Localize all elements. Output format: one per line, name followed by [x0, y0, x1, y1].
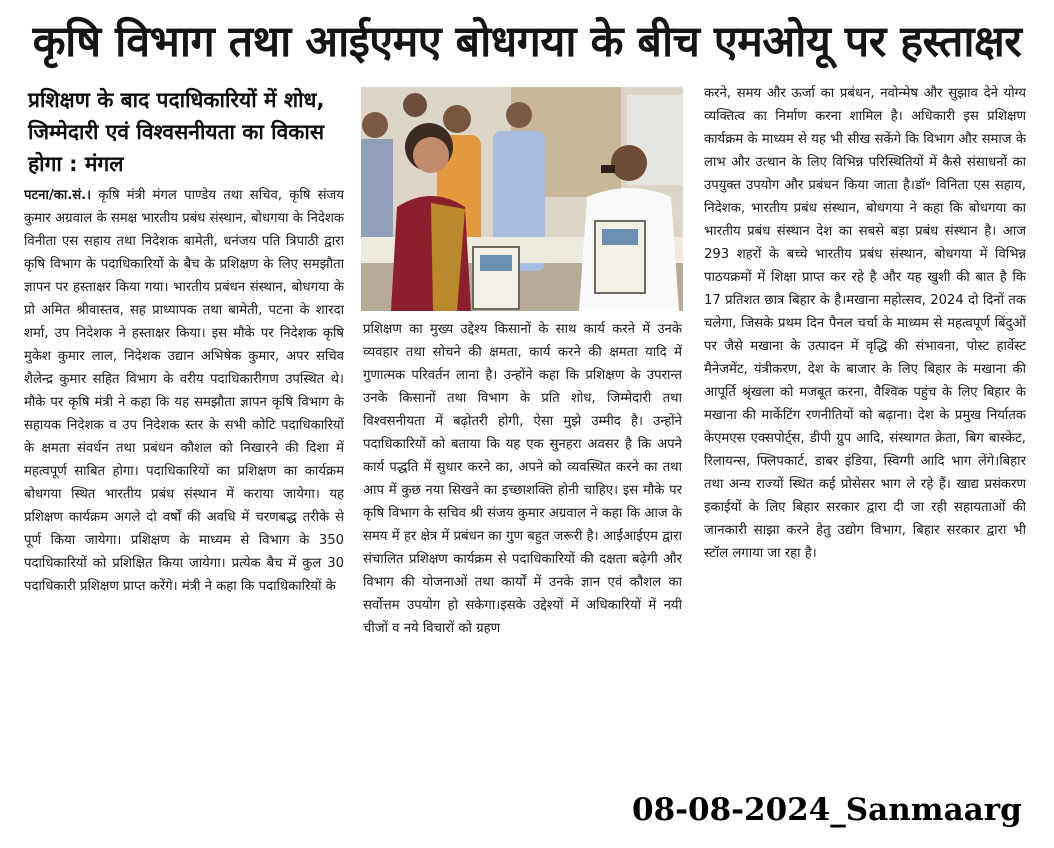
photo-illustration — [361, 87, 683, 311]
date-source-label: 08-08-2024_Sanmaarg — [632, 792, 1022, 828]
photo-man-head — [611, 145, 647, 181]
photo-woman-face — [413, 137, 449, 173]
article-column-2: प्रशिक्षण का मुख्य उद्देश्य किसानों के साथ कार्य करने में उनके व्यवहार तथा सोचने की क्षमता, कार्य करने की क्षमता यादि में गुणात्मक परिवर्तन लाना है। उन्होंने कहा कि प्रशिक्षण के उपरान्त उनके किसानों तथा विभाग के प्रति शोध, जिम्मेदारी तथा विश्वसनीयता में बढ़ोतरी होगी, ऐसा मुझे उम्मीद है। उन्होंने पदाधिकारियों को बताया कि यह एक सुनहरा अवसर है कि अपने कार्य पद्धति में सुधार करने का, अपने को व्यवस्थित करने का तथा आप में कुछ नया सिखने का इच्छाशक्ति होनी चाहिए। इस मौके पर कृषि विभाग के सचिव श्री संजय कुमार अग्रवाल ने कहा कि आज के समय में हर क्षेत्र में प्रबंधन का गुण बहुत जरूरी है। आईआईएम द्वारा संचालित प्रशिक्षण कार्यक्रम से पदाधिकारियों की दक्षता बढ़ेगी और विभाग की योजनाओं तथा कार्यों में उनके ज्ञान एवं कौशल का सर्वोत्तम उपयोग हो सकेगा।इसके उद्देश्यों में अधिकारियों में नयी चीजों व नये विचारों को ग्रहण — [363, 322, 682, 636]
article-column-1 — [24, 184, 344, 764]
photo-man-hair — [601, 165, 615, 173]
photo-person-back — [403, 93, 427, 117]
photo-certificate-right-seal — [602, 229, 638, 245]
photo-person-back-left — [362, 112, 388, 138]
photo-certificate-left-seal — [480, 255, 512, 271]
headline: कृषि विभाग तथा आईएमए बोधगया के बीच एमओयू पर हस्ताक्षर — [32, 17, 1022, 67]
photo-person-orange-head — [443, 105, 471, 133]
mou-signing-photo-icon — [361, 87, 683, 311]
subheadline: प्रशिक्षण के बाद पदाधिकारियों में शोध, जिम्मेदारी एवं विश्वसनीयता का विकास होगा : मंगल — [28, 88, 325, 176]
photo-person-blue-head — [506, 102, 532, 128]
column-1-body: कृषि मंत्री मंगल पाण्डेय तथा सचिव, कृषि संजय कुमार अग्रवाल के समक्ष भारतीय प्रबंध संस्थान, बोधगया के निदेशक विनीता एस सहाय तथा निदेशक बामेती, धनंजय पति त्रिपाठी द्वारा कृषि विभाग के पदाधिकारियों के बैच के प्रशिक्षण के लिए समझौता ज्ञापन पर हस्ताक्षर किया गया। भारतीय प्रबंधन संस्थान, बोधगया के प्रो अमित श्रीवास्तव, सह प्राध्यापक तथा बामेती, पटना के शारदा शर्मा, उप निदेशक ने हस्ताक्षर किया। इस मौके पर निदेशक कृषि मुकेश कुमार लाल, निदेशक उद्यान अभिषेक कुमार, अपर सचिव शैलेन्द्र कुमार सहित विभाग के वरीय पदाधिकारीगण उपस्थित थे। मौके पर कृषि मंत्री ने कहा कि यह समझौता ज्ञापन कृषि विभाग के सहायक निदेशक व उप निदेशक स्तर के सभी कोटि पदाधिकारियों के क्षमता संवर्धन तथा प्रबंधन कौशल को निखारने की दिशा में महत्वपूर्ण साबित होगा। पदाधिकारियों का प्रशिक्षण का कार्यक्रम बोधगया स्थित भारतीय प्रबंध संस्थान में कराया जायेगा। यह प्रशिक्षण कार्यक्रम अगले दो वर्षों की अवधि में चरणबद्ध तरीके से पूर्ण किया जायेगा। प्रशिक्षण के माध्यम से विभाग के 350 पदाधिकारियों को प्रशिक्षित किया जायेगा। प्रत्येक बैच में कुल 30 पदाधिकारी प्रशिक्षण प्राप्त करेंगे। मंत्री ने कहा कि पदाधिकारियों के — [24, 188, 344, 594]
dateline: पटना/का.सं.। — [24, 188, 92, 203]
article-column-3: करने, समय और ऊर्जा का प्रबंधन, नवोन्मेष और सुझाव देने योग्य व्यक्तित्व का निर्माण करना शामिल है। अधिकारी इस प्रशिक्षण कार्यक्रम के माध्यम से यह भी सीख सकेंगे कि विभाग और समाज के लाभ और उत्थान के लिए विभिन्न परिस्थितियों में कैसे संसाधनों का उपयुक्त उपयोग और प्रबंधन किया जाता है।डॉ॰ विनिता एस सहाय, निदेशक, भारतीय प्रबंध संस्थान, बोधगया ने कहा कि बोधगया का भारतीय प्रबंध संस्थान देश का सबसे बड़ा प्रबंध संस्थान है। आज 293 शहरों के बच्चे भारतीय प्रबंध संस्थान, बोधगया में विभिन्न पाठयक्रमों में शिक्षा प्राप्त कर रहे है और यह खुशी की बात है कि 17 प्रतिशत छात्र बिहार के है।मखाना महोत्सव, 2024 दो दिनों तक चलेगा, जिसके प्रथम दिन पैनल चर्चा के माध्यम से महत्वपूर्ण बिंदुओं पर जैसे मखाना के उत्पादन में वृद्धि की संभावना, पोस्ट हार्वेस्ट मैनेजमेंट, यंत्रीकरण, देश के बाजार के लिए बिहार के मखाना की आपूर्ति श्रृंखला को मजबूत करना, वैश्विक पहुंच के लिए बिहार के मखाना की मार्केटिंग रणनीतियों को बढ़ाना। देश के प्रमुख निर्यातक केएमएस एक्सपोर्ट्स, डीपी ग्रुप आदि, संस्थागत क्रेता, बिग बास्केट, रिलायन्स, फ्लिपकार्ट, डाबर इंडिया, स्विग्गी आदि भाग लेंगे।बिहार तथा अन्य राज्यों स्थित कई प्रोसेसर भाग ले रहे हैं। खाद्य प्रसंकरण इकाईयों के लिए बिहार सरकार द्वारा दी जा रही सहायताओं की जानकारी साझा करने हेतु उद्योग विभाग, बिहार सरकार द्वारा भी स्टॉल लगाया जा रहा है। — [704, 86, 1026, 561]
